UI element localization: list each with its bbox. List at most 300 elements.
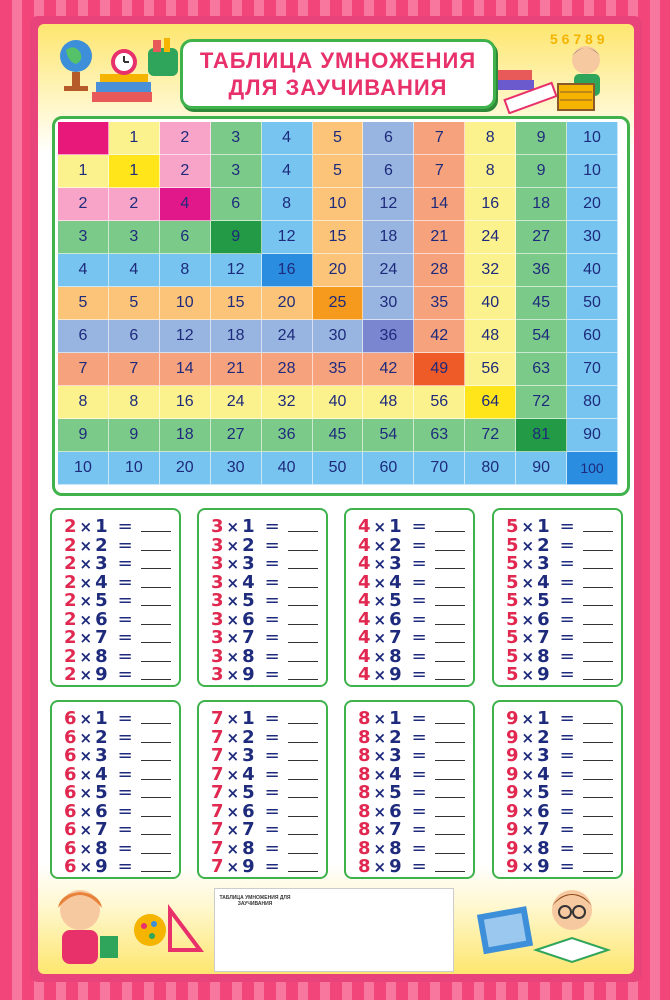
multiplier: 7 [211, 856, 224, 877]
equals-sign: = [117, 782, 133, 803]
times-sign: × [521, 747, 535, 765]
multiplier: 9 [506, 763, 519, 785]
table-row-header-cell: 3 [58, 221, 109, 254]
equals-sign: = [264, 726, 280, 748]
factor: 6 [537, 608, 550, 630]
multiplier: 9 [506, 819, 519, 840]
exercise-row [358, 782, 465, 802]
times-sign: × [373, 573, 387, 592]
table-cell: 36 [363, 320, 414, 353]
equals-sign: = [559, 745, 575, 766]
times-sign: × [226, 784, 240, 802]
factor: 8 [537, 645, 550, 667]
exercise-row [506, 627, 613, 647]
times-sign: × [226, 710, 240, 728]
times-sign: × [373, 647, 387, 666]
answer-blank [583, 591, 613, 606]
equals-sign: = [411, 571, 427, 593]
equals-sign: = [411, 534, 427, 556]
exercise-row [211, 727, 318, 747]
table-cell: 15 [211, 287, 262, 320]
multiplier: 4 [358, 516, 371, 537]
equals-sign: = [411, 800, 427, 822]
equals-sign: = [411, 608, 427, 630]
times-sign: × [79, 802, 93, 821]
factor: 9 [389, 856, 402, 877]
equals-sign: = [117, 763, 133, 785]
multiplier: 3 [211, 553, 224, 574]
table-cell: 90 [516, 452, 567, 485]
table-cell: 36 [516, 254, 567, 287]
factor: 4 [95, 763, 108, 785]
answer-blank [141, 709, 171, 724]
exercise-row [64, 764, 171, 784]
multiplier: 6 [64, 837, 77, 859]
table-cell: 56 [414, 386, 465, 419]
factor: 5 [537, 590, 550, 611]
table-cell: 7 [109, 353, 160, 386]
times-sign: × [373, 610, 387, 629]
exercise-row [358, 646, 465, 666]
table-cell: 72 [465, 419, 516, 452]
table-cell: 49 [414, 353, 465, 386]
boy-with-numbers-illustration [488, 30, 628, 114]
multiplier: 9 [506, 856, 519, 877]
multiplier: 8 [358, 800, 371, 822]
times-sign: × [79, 518, 93, 536]
multiplier: 3 [211, 645, 224, 667]
table-cell: 54 [516, 320, 567, 353]
times-sign: × [521, 647, 535, 666]
equals-sign: = [117, 726, 133, 748]
answer-blank [288, 591, 318, 606]
table-cell: 9 [516, 155, 567, 188]
exercise-row [64, 516, 171, 536]
exercise-row [64, 819, 171, 839]
table-cell: 21 [211, 353, 262, 386]
table-cell: 81 [516, 419, 567, 452]
answer-blank [288, 839, 318, 854]
multiplier: 4 [358, 664, 371, 685]
multiplier: 8 [358, 745, 371, 766]
multiplier: 4 [358, 590, 371, 611]
table-row-header-cell: 7 [58, 353, 109, 386]
answer-blank [435, 665, 465, 680]
equals-sign: = [559, 856, 575, 877]
equals-sign: = [264, 516, 280, 537]
table-cell: 40 [313, 386, 364, 419]
answer-blank [435, 746, 465, 761]
exercise-row [64, 572, 171, 592]
exercise-row [506, 646, 613, 666]
equals-sign: = [559, 819, 575, 840]
equals-sign: = [559, 590, 575, 611]
table-cell: 30 [567, 221, 618, 254]
factor: 8 [95, 645, 108, 667]
multiplier: 4 [358, 553, 371, 574]
times-sign: × [521, 728, 535, 747]
table-cell: 100 [567, 452, 618, 485]
table-cell: 20 [567, 188, 618, 221]
times-sign: × [226, 573, 240, 592]
equals-sign: = [411, 708, 427, 729]
factor: 1 [389, 516, 402, 537]
times-sign: × [521, 666, 535, 684]
multiplier: 6 [64, 745, 77, 766]
exercise-row [506, 708, 613, 728]
answer-blank [141, 573, 171, 588]
factor: 3 [537, 745, 550, 766]
table-cell: 25 [313, 287, 364, 320]
exercise-row [358, 627, 465, 647]
multiplier: 2 [64, 608, 77, 630]
exercise-row [358, 516, 465, 536]
multiplier: 2 [64, 664, 77, 685]
equals-sign: = [559, 627, 575, 648]
factor: 1 [389, 708, 402, 729]
answer-blank [583, 783, 613, 798]
table-cell: 42 [414, 320, 465, 353]
table-cell: 70 [414, 452, 465, 485]
equals-sign: = [264, 553, 280, 574]
table-cell: 4 [262, 155, 313, 188]
table-cell: 15 [313, 221, 364, 254]
multiplier: 7 [211, 708, 224, 729]
answer-blank [288, 802, 318, 817]
factor: 6 [242, 608, 255, 630]
exercise-row [64, 627, 171, 647]
corner-digits: 5 6 7 8 9 [550, 31, 605, 47]
exercise-row [506, 801, 613, 821]
exercise-row [506, 782, 613, 802]
answer-blank [583, 647, 613, 662]
times-sign: × [226, 821, 240, 839]
table-cell: 16 [262, 254, 313, 287]
exercise-row [506, 819, 613, 839]
equals-sign: = [411, 837, 427, 859]
multiplier: 7 [211, 726, 224, 748]
answer-blank [141, 783, 171, 798]
exercise-row [358, 572, 465, 592]
times-sign: × [79, 647, 93, 666]
equals-sign: = [264, 856, 280, 877]
times-sign: × [373, 858, 387, 876]
table-cell: 8 [262, 188, 313, 221]
factor: 5 [537, 782, 550, 803]
multiplier: 3 [211, 590, 224, 611]
answer-blank [288, 536, 318, 551]
times-sign: × [226, 747, 240, 765]
answer-blank [288, 628, 318, 643]
factor: 8 [537, 837, 550, 859]
times-sign: × [79, 765, 93, 784]
exercise-row [358, 745, 465, 765]
table-cell: 18 [211, 320, 262, 353]
factor: 1 [537, 708, 550, 729]
multiplier: 5 [506, 664, 519, 685]
exercise-row [506, 535, 613, 555]
table-cell: 8 [465, 155, 516, 188]
times-sign: × [79, 747, 93, 765]
table-cell: 24 [262, 320, 313, 353]
answer-blank [435, 728, 465, 743]
table-cell: 21 [414, 221, 465, 254]
table-cell: 12 [262, 221, 313, 254]
times-sign: × [373, 555, 387, 573]
answer-blank [141, 591, 171, 606]
times-sign: × [79, 573, 93, 592]
table-cell: 27 [516, 221, 567, 254]
table-cell: 1 [109, 155, 160, 188]
multiplier: 8 [358, 819, 371, 840]
answer-blank [288, 857, 318, 872]
exercise-row [506, 664, 613, 684]
exercise-row [358, 764, 465, 784]
exercise-box-7 [197, 700, 328, 879]
table-cell: 50 [313, 452, 364, 485]
factor: 9 [389, 664, 402, 685]
table-cell: 70 [567, 353, 618, 386]
exercise-row [64, 856, 171, 876]
factor: 9 [242, 664, 255, 685]
table-cell: 8 [109, 386, 160, 419]
times-sign: × [521, 821, 535, 839]
times-sign: × [79, 858, 93, 876]
answer-blank [435, 709, 465, 724]
equals-sign: = [264, 664, 280, 685]
table-cell: 9 [211, 221, 262, 254]
table-cell: 12 [160, 320, 211, 353]
table-cell: 10 [160, 287, 211, 320]
factor: 7 [95, 819, 108, 840]
factor: 6 [95, 608, 108, 630]
answer-blank [288, 610, 318, 625]
answer-blank [288, 554, 318, 569]
table-cell: 5 [313, 155, 364, 188]
table-cell: 40 [262, 452, 313, 485]
factor: 2 [95, 534, 108, 556]
factor: 1 [242, 516, 255, 537]
table-cell: 32 [465, 254, 516, 287]
school-supplies-illustration [56, 34, 186, 114]
factor: 7 [537, 819, 550, 840]
factor: 6 [537, 800, 550, 822]
table-cell: 63 [414, 419, 465, 452]
table-cell: 4 [160, 188, 211, 221]
exercise-row [358, 609, 465, 629]
factor: 4 [95, 571, 108, 593]
table-cell: 40 [567, 254, 618, 287]
exercise-row [506, 745, 613, 765]
times-sign: × [226, 610, 240, 629]
exercise-row [506, 590, 613, 610]
multiplier: 2 [64, 645, 77, 667]
times-sign: × [373, 802, 387, 821]
table-row-header-cell: 10 [58, 452, 109, 485]
equals-sign: = [264, 763, 280, 785]
factor: 3 [242, 553, 255, 574]
times-sign: × [79, 592, 93, 610]
answer-blank [435, 517, 465, 532]
multiplier: 4 [358, 608, 371, 630]
factor: 4 [537, 571, 550, 593]
exercise-box-2 [50, 508, 181, 687]
exercise-row [211, 745, 318, 765]
answer-blank [288, 728, 318, 743]
answer-blank [288, 573, 318, 588]
multiplier: 7 [211, 782, 224, 803]
multiplication-table [58, 122, 618, 485]
factor: 9 [537, 856, 550, 877]
table-cell: 14 [414, 188, 465, 221]
factor: 2 [95, 726, 108, 748]
answer-blank [141, 628, 171, 643]
times-sign: × [373, 821, 387, 839]
table-cell: 18 [160, 419, 211, 452]
equals-sign: = [411, 819, 427, 840]
times-sign: × [226, 802, 240, 821]
answer-blank [288, 709, 318, 724]
multiplier: 7 [211, 837, 224, 859]
answer-blank [435, 610, 465, 625]
table-row-header-cell: 5 [58, 287, 109, 320]
factor: 4 [242, 571, 255, 593]
exercise-row [64, 727, 171, 747]
table-row-header-cell: 4 [58, 254, 109, 287]
exercise-box-5 [492, 508, 623, 687]
multiplier: 6 [64, 726, 77, 748]
answer-blank [583, 709, 613, 724]
exercise-row [64, 609, 171, 629]
multiplier: 2 [64, 534, 77, 556]
equals-sign: = [559, 516, 575, 537]
table-cell: 27 [211, 419, 262, 452]
equals-sign: = [411, 516, 427, 537]
equals-sign: = [559, 763, 575, 785]
answer-blank [583, 610, 613, 625]
equals-sign: = [117, 645, 133, 667]
equals-sign: = [411, 627, 427, 648]
answer-blank [435, 820, 465, 835]
times-sign: × [521, 592, 535, 610]
table-cell: 35 [313, 353, 364, 386]
answer-blank [435, 628, 465, 643]
exercise-row [64, 782, 171, 802]
multiplier: 4 [358, 627, 371, 648]
times-sign: × [226, 765, 240, 784]
table-header-cell: 10 [567, 122, 618, 155]
exercise-row [211, 838, 318, 858]
equals-sign: = [117, 627, 133, 648]
exercise-row [211, 801, 318, 821]
exercise-row [211, 708, 318, 728]
times-sign: × [79, 536, 93, 555]
exercise-row [211, 609, 318, 629]
table-cell: 54 [363, 419, 414, 452]
multiplier: 6 [64, 708, 77, 729]
factor: 2 [537, 726, 550, 748]
factor: 7 [389, 819, 402, 840]
times-sign: × [521, 518, 535, 536]
equals-sign: = [117, 553, 133, 574]
title-box [180, 39, 496, 109]
exercise-row [64, 535, 171, 555]
table-cell: 63 [516, 353, 567, 386]
factor: 5 [95, 590, 108, 611]
table-cell: 4 [109, 254, 160, 287]
answer-blank [583, 746, 613, 761]
exercise-row [506, 856, 613, 876]
times-sign: × [373, 710, 387, 728]
table-cell: 20 [160, 452, 211, 485]
exercise-row [211, 516, 318, 536]
table-cell: 45 [313, 419, 364, 452]
exercise-row [506, 553, 613, 573]
table-row-header-cell: 1 [58, 155, 109, 188]
answer-blank [583, 536, 613, 551]
equals-sign: = [559, 608, 575, 630]
table-cell: 32 [262, 386, 313, 419]
factor: 2 [242, 726, 255, 748]
multiplier: 5 [506, 516, 519, 537]
table-cell: 90 [567, 419, 618, 452]
times-sign: × [226, 518, 240, 536]
multiplier: 9 [506, 745, 519, 766]
table-cell: 56 [465, 353, 516, 386]
table-cell: 24 [363, 254, 414, 287]
table-cell: 16 [160, 386, 211, 419]
multiplier: 6 [64, 782, 77, 803]
answer-blank [583, 857, 613, 872]
multiplier: 9 [506, 726, 519, 748]
exercise-row [211, 572, 318, 592]
exercise-row [358, 856, 465, 876]
multiplier: 6 [64, 763, 77, 785]
reading-boy-illustration [476, 880, 626, 975]
times-sign: × [521, 784, 535, 802]
equals-sign: = [117, 800, 133, 822]
equals-sign: = [117, 571, 133, 593]
answer-blank [141, 665, 171, 680]
equals-sign: = [117, 819, 133, 840]
factor: 3 [242, 745, 255, 766]
factor: 9 [95, 664, 108, 685]
multiplier: 5 [506, 590, 519, 611]
table-cell: 8 [160, 254, 211, 287]
equals-sign: = [411, 763, 427, 785]
table-cell: 48 [465, 320, 516, 353]
exercise-row [64, 838, 171, 858]
factor: 8 [389, 645, 402, 667]
exercise-row [211, 553, 318, 573]
factor: 4 [389, 571, 402, 593]
table-cell: 20 [313, 254, 364, 287]
factor: 8 [389, 837, 402, 859]
answer-blank [583, 765, 613, 780]
multiplier: 8 [358, 726, 371, 748]
table-cell: 45 [516, 287, 567, 320]
answer-blank [583, 665, 613, 680]
times-sign: × [373, 765, 387, 784]
multiplier: 9 [506, 837, 519, 859]
factor: 7 [242, 819, 255, 840]
equals-sign: = [411, 856, 427, 877]
multiplier: 8 [358, 782, 371, 803]
exercise-box-3 [197, 508, 328, 687]
equals-sign: = [559, 726, 575, 748]
equals-sign: = [559, 782, 575, 803]
exercise-box-4 [344, 508, 475, 687]
